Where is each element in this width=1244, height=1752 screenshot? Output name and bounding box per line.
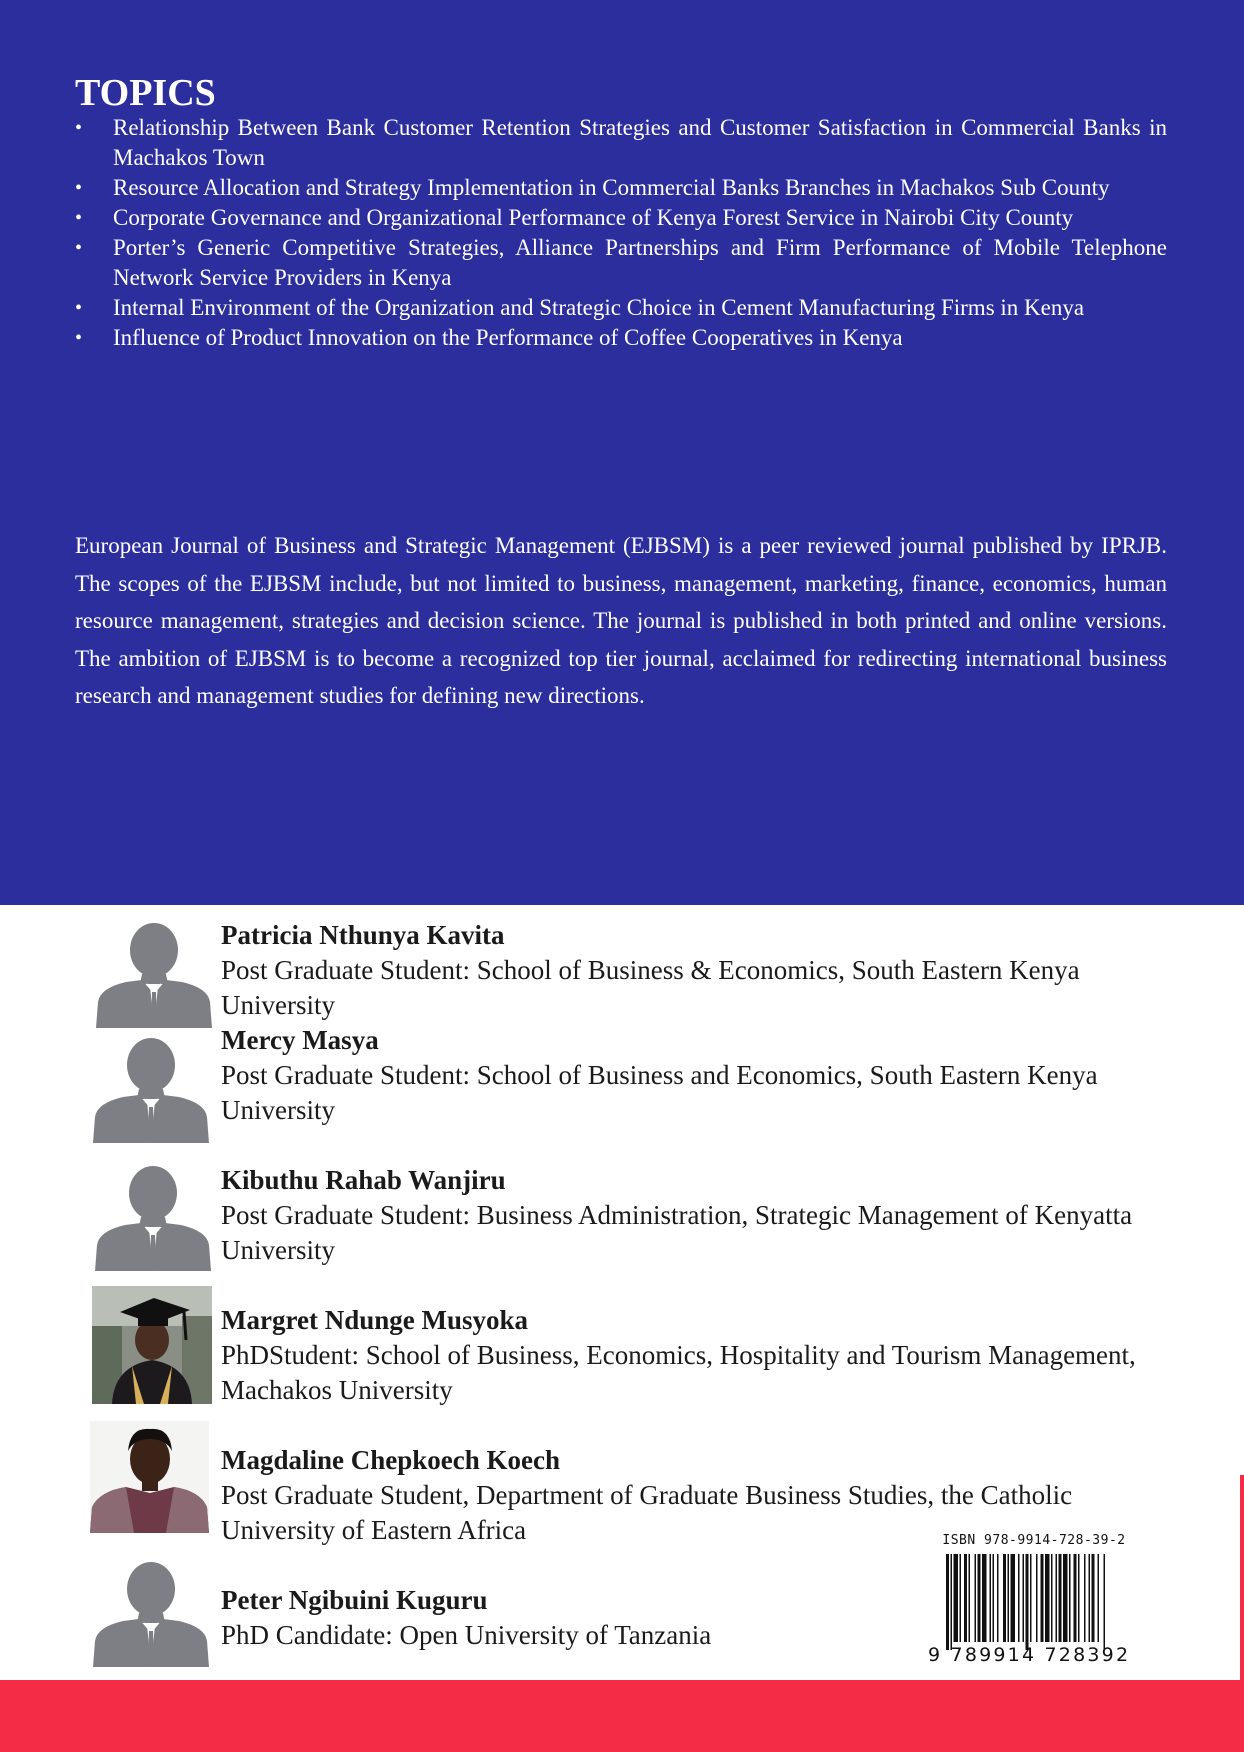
topic-item: • Corporate Governance and Organizational Performance of Kenya Forest Service in Nairobi City County [75, 203, 1167, 233]
barcode-bar [997, 1554, 999, 1642]
barcode-bar [990, 1554, 992, 1642]
isbn-barcode [924, 1533, 1144, 1673]
barcode-bar [1092, 1554, 1095, 1642]
barcode-bar [975, 1554, 977, 1642]
barcode-bar [1003, 1554, 1006, 1642]
author-text [221, 1303, 1161, 1408]
graduate-portrait [92, 1286, 212, 1404]
author-affiliation: Post Graduate Student: School of Business & Economics, South Eastern Kenya University [221, 955, 1080, 1020]
woman-portrait [90, 1421, 209, 1533]
author-text [221, 1163, 1161, 1268]
topic-item: • Relationship Between Bank Customer Retention Strategies and Customer Satisfaction in Commercial Banks in Machakos Town [75, 113, 1167, 173]
barcode-bar [1051, 1554, 1053, 1642]
silhouette-icon [93, 1037, 209, 1143]
author-name: Patricia Nthunya Kavita [221, 920, 505, 950]
author-affiliation: Post Graduate Student: School of Business and Economics, South Eastern Kenya University [221, 1060, 1098, 1125]
silhouette-icon [95, 1165, 211, 1271]
silhouette-icon [93, 1561, 209, 1667]
topic-item: • Resource Allocation and Strategy Implementation in Commercial Banks Branches in Machakos Sub County [75, 173, 1167, 203]
barcode-bar [1023, 1554, 1025, 1642]
barcode-bar [1045, 1554, 1050, 1642]
topic-item: • Internal Environment of the Organization and Strategic Choice in Cement Manufacturing Firms in Kenya [75, 293, 1167, 323]
barcode-bar [1084, 1554, 1086, 1642]
author-name: Magdaline Chepkoech Koech [221, 1445, 561, 1475]
author-affiliation: PhDStudent: School of Business, Economics, Hospitality and Tourism Management, Machakos University [221, 1340, 1136, 1405]
author-name: Kibuthu Rahab Wanjiru [221, 1165, 506, 1195]
barcode-icon [946, 1554, 1134, 1650]
author-text [221, 918, 1161, 1023]
author-affiliation: PhD Candidate: Open University of Tanzania [221, 1620, 712, 1650]
author-text [221, 1023, 1161, 1128]
barcode-bar [969, 1554, 971, 1642]
barcode-bar [1104, 1554, 1106, 1650]
topic-item: • Influence of Product Innovation on the Performance of Coffee Cooperatives in Kenya [75, 323, 1167, 353]
barcode-bar [960, 1554, 962, 1642]
barcode-bar [978, 1554, 981, 1642]
barcode-bar [1030, 1554, 1032, 1642]
author-affiliation: Post Graduate Student: Business Administration, Strategic Management of Kenyatta University [221, 1200, 1133, 1265]
isbn-digits: 9 789914 728392 [928, 1644, 1131, 1666]
bottom-band [0, 1680, 1244, 1752]
barcode-bar [1059, 1554, 1062, 1642]
barcode-bar [1041, 1554, 1044, 1642]
edge-accent [1240, 1475, 1244, 1680]
barcode-bar [1056, 1554, 1058, 1642]
barcode-bar [1098, 1554, 1100, 1642]
barcode-bar [951, 1554, 953, 1650]
silhouette-icon [96, 922, 212, 1028]
barcode-bar [1008, 1554, 1010, 1642]
barcode-bar [954, 1554, 959, 1642]
barcode-bar [1078, 1554, 1080, 1642]
barcode-bar [1069, 1554, 1071, 1642]
author-name: Margret Ndunge Musyoka [221, 1305, 528, 1335]
barcode-bar [1063, 1554, 1068, 1642]
barcode-bar [1018, 1554, 1020, 1642]
isbn-label: ISBN 978-9914-728-39-2 [942, 1533, 1126, 1548]
barcode-bar [1074, 1554, 1077, 1642]
author-name: Peter Ngibuini Kuguru [221, 1585, 488, 1615]
author-affiliation: Post Graduate Student, Department of Graduate Business Studies, the Catholic University of Eastern Africa [221, 1480, 1073, 1545]
barcode-bar [1036, 1554, 1038, 1642]
barcode-bar [964, 1554, 967, 1642]
journal-description: European Journal of Business and Strategic Management (EJBSM) is a peer reviewed journal published by IPRJB. The scopes of the EJBSM include, but not limited to business, management, marketing, finance, economics, human resource management, strategies and decision science. The journal is published in both printed and online versions. The ambition of EJBSM is to become a recognized top tier journal, acclaimed for redirecting international business research and management studies for defining new directions. [75, 533, 1167, 708]
barcode-bar [946, 1554, 949, 1650]
topic-item: • Porter’s Generic Competitive Strategies, Alliance Partnerships and Firm Performance of Mobile Telephone Network Service Providers in Kenya [75, 233, 1167, 293]
barcode-bar [1011, 1554, 1016, 1642]
barcode-bar [993, 1554, 995, 1642]
topics-list [75, 113, 1167, 353]
barcode-bar [1026, 1554, 1029, 1650]
barcode-bar [982, 1554, 987, 1642]
topics-heading: TOPICS [75, 72, 216, 114]
barcode-bar [1089, 1554, 1091, 1642]
author-name: Mercy Masya [221, 1025, 379, 1055]
